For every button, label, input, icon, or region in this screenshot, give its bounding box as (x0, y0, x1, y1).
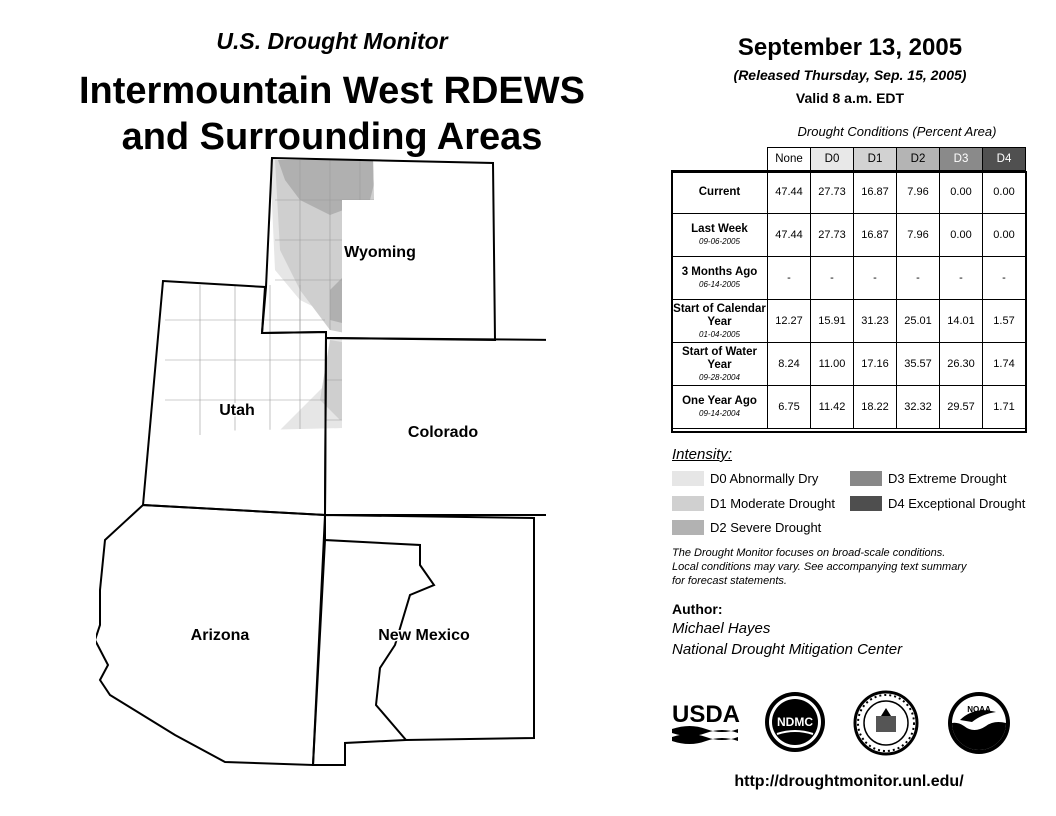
author-name: Michael Hayes (672, 620, 771, 637)
legend-swatch-d0 (672, 471, 704, 486)
row-date: 09-14-2004 (699, 409, 740, 418)
row-label (672, 300, 768, 343)
cell-d3: 26.30 (940, 343, 983, 386)
cell-d1: 16.87 (854, 214, 897, 257)
cell-d1: 16.87 (854, 171, 897, 214)
cell-none: 8.24 (768, 343, 811, 386)
disclaimer-note (672, 546, 1032, 588)
state-label-arizona: Arizona (190, 627, 250, 644)
release-date: (Released Thursday, Sep. 15, 2005) (733, 67, 967, 83)
col-header-none: None (768, 148, 811, 171)
legend-label-d3: D3 Extreme Drought (888, 471, 1007, 486)
cell-d1: 31.23 (854, 300, 897, 343)
valid-date: September 13, 2005 (737, 34, 963, 61)
cell-d2: 25.01 (897, 300, 940, 343)
row-label (672, 171, 768, 214)
cell-d4: - (983, 257, 1026, 300)
author-organization: National Drought Mitigation Center (672, 641, 903, 658)
cell-d4: 0.00 (983, 214, 1026, 257)
row-label-text: 3 Months Ago (681, 266, 758, 278)
row-date: 01-04-2005 (699, 329, 740, 339)
row-label (672, 257, 768, 300)
legend-label-d2: D2 Severe Drought (710, 520, 822, 535)
cell-d3: 14.01 (940, 300, 983, 343)
row-date: 06-14-2005 (699, 280, 740, 289)
row-label (672, 343, 768, 386)
cell-none: 47.44 (768, 214, 811, 257)
cell-d2: - (897, 257, 940, 300)
commerce-seal-logo (853, 690, 919, 756)
ndmc-logo (763, 690, 827, 754)
note-line3: for forecast statements. (672, 575, 787, 587)
drought-map (96, 155, 546, 770)
legend-title: Intensity: (672, 446, 733, 463)
cell-d4: 1.71 (983, 386, 1026, 429)
cell-d3: 0.00 (940, 171, 983, 214)
row-label-text: One Year Ago (682, 395, 757, 407)
row-label (672, 214, 768, 257)
cell-d0: 27.73 (811, 171, 854, 214)
usda-logo (670, 695, 740, 745)
legend-item-d0 (672, 471, 818, 486)
legend-swatch-d4 (850, 496, 882, 511)
cell-d0: 11.00 (811, 343, 854, 386)
row-label-text: Last Week (691, 223, 748, 235)
col-header-d1: D1 (854, 148, 897, 171)
cell-none: 12.27 (768, 300, 811, 343)
map-subtitle: U.S. Drought Monitor (216, 28, 448, 54)
cell-none: 47.44 (768, 171, 811, 214)
cell-d2: 7.96 (897, 214, 940, 257)
legend-label-d0: D0 Abnormally Dry (710, 471, 819, 486)
cell-d0: 15.91 (811, 300, 854, 343)
state-label-wyoming: Wyoming (344, 244, 416, 261)
legend-item-d4 (850, 496, 1025, 511)
cell-none: 6.75 (768, 386, 811, 429)
legend-item-d1 (672, 496, 835, 511)
cell-d4: 1.57 (983, 300, 1026, 343)
map-title-line2: and Surrounding Areas (121, 116, 543, 158)
cell-d4: 1.74 (983, 343, 1026, 386)
row-date: 09-06-2005 (699, 237, 740, 246)
cell-d0: - (811, 257, 854, 300)
legend-label-d4: D4 Exceptional Drought (888, 496, 1026, 511)
col-header-d3: D3 (940, 148, 983, 171)
note-line2: Local conditions may vary. See accompanying text summary (672, 561, 967, 573)
cell-d1: 18.22 (854, 386, 897, 429)
legend-swatch-d1 (672, 496, 704, 511)
legend-swatch-d2 (672, 520, 704, 535)
conditions-header-row (672, 148, 1026, 171)
state-label-utah: Utah (219, 402, 255, 419)
conditions-row (672, 214, 1026, 257)
row-label-text: Start of Water Year (682, 345, 757, 371)
cell-d2: 35.57 (897, 343, 940, 386)
cell-d2: 7.96 (897, 171, 940, 214)
cell-d2: 32.32 (897, 386, 940, 429)
noaa-logo (946, 690, 1012, 756)
cell-d3: 29.57 (940, 386, 983, 429)
conditions-table (671, 147, 1026, 429)
cell-d3: - (940, 257, 983, 300)
valid-time: Valid 8 a.m. EDT (795, 90, 905, 106)
conditions-row (672, 257, 1026, 300)
cell-d0: 27.73 (811, 214, 854, 257)
note-line1: The Drought Monitor focuses on broad-scale conditions. (672, 547, 946, 559)
cell-none: - (768, 257, 811, 300)
row-label-text: Current (698, 185, 741, 198)
row-label-text: Start of Calendar Year (673, 302, 766, 328)
conditions-row (672, 300, 1026, 343)
col-header-d4: D4 (983, 148, 1026, 171)
conditions-caption: Drought Conditions (Percent Area) (797, 124, 997, 139)
cell-d1: 17.16 (854, 343, 897, 386)
legend-item-d2 (672, 520, 821, 535)
col-header-d2: D2 (897, 148, 940, 171)
row-date: 09-28-2004 (699, 372, 740, 382)
cell-d0: 11.42 (811, 386, 854, 429)
legend-label-d1: D1 Moderate Drought (710, 496, 836, 511)
author-heading: Author: (672, 601, 723, 617)
conditions-row (672, 171, 1026, 214)
conditions-row (672, 343, 1026, 386)
map-title-line1: Intermountain West RDEWS (79, 70, 585, 112)
drought-shading (100, 155, 546, 770)
conditions-row (672, 386, 1026, 429)
legend-swatch-d3 (850, 471, 882, 486)
col-header-d0: D0 (811, 148, 854, 171)
row-label (672, 386, 768, 429)
state-label-colorado: Colorado (407, 424, 479, 441)
map-title (0, 68, 664, 160)
monitor-url[interactable]: http://droughtmonitor.unl.edu/ (734, 773, 964, 790)
state-label-new-mexico: New Mexico (378, 627, 470, 644)
ndmc-logo-text: NDMC (777, 715, 813, 729)
noaa-logo-text: NOAA (967, 705, 991, 714)
cell-d4: 0.00 (983, 171, 1026, 214)
cell-d1: - (854, 257, 897, 300)
cell-d3: 0.00 (940, 214, 983, 257)
legend-item-d3 (850, 471, 1007, 486)
usda-logo-text: USDA (672, 701, 740, 728)
